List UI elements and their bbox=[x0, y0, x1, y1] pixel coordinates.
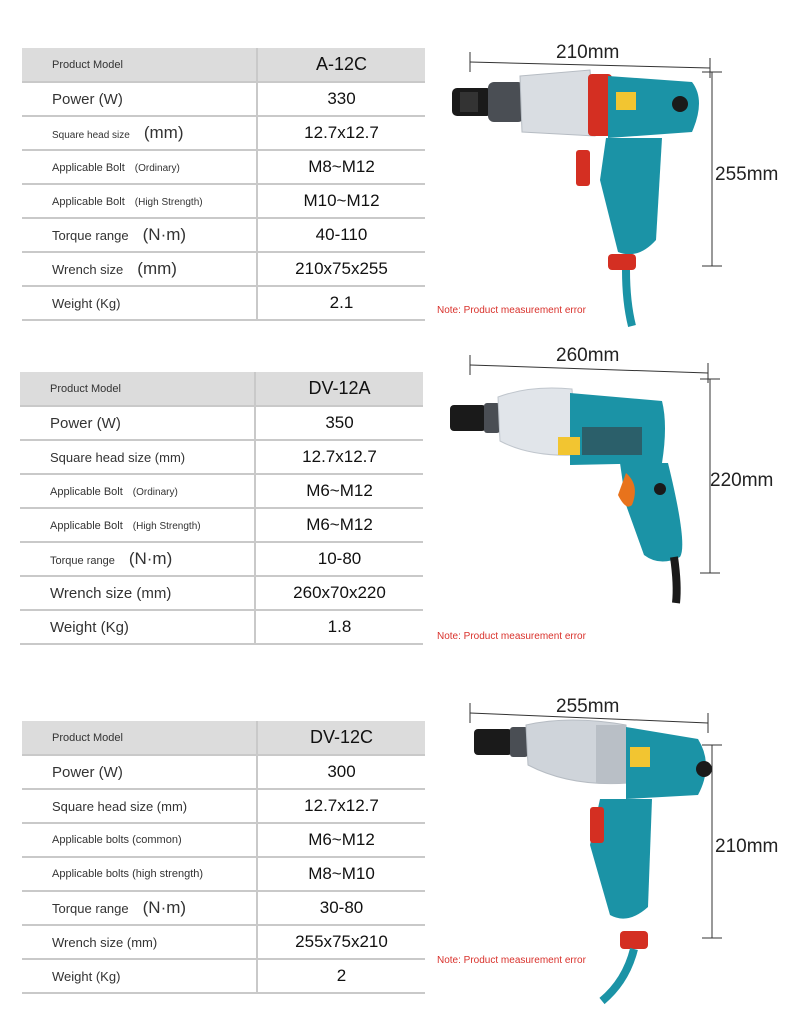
model-value: A-12C bbox=[257, 48, 425, 82]
torque-label bbox=[20, 542, 255, 576]
bolt-high-strength-note: (High Strength) bbox=[134, 197, 203, 208]
wrench-size-label: Wrench size (mm) bbox=[20, 576, 255, 610]
square-head-label: Square head size (mm) bbox=[22, 789, 257, 823]
torque-label bbox=[22, 891, 257, 925]
bolt-ordinary-label-text: Applicable Bolt bbox=[52, 162, 125, 174]
wrench-size-label: Wrench size (mm) bbox=[22, 925, 257, 959]
table-row bbox=[20, 542, 423, 576]
table-row bbox=[22, 218, 425, 252]
model-label: Product Model bbox=[22, 721, 257, 755]
power-value: 350 bbox=[255, 406, 423, 440]
table-row bbox=[22, 823, 425, 857]
spec-table-dv12a bbox=[20, 372, 423, 645]
weight-value: 2 bbox=[257, 959, 425, 993]
bolt-high-strength-value: M8~M10 bbox=[257, 857, 425, 891]
bolt-common-label: Applicable bolts (common) bbox=[22, 823, 257, 857]
table-row bbox=[22, 789, 425, 823]
width-dimension: 255mm bbox=[556, 696, 620, 717]
model-value: DV-12A bbox=[255, 372, 423, 406]
bolt-ordinary-label bbox=[20, 474, 255, 508]
width-dimension: 210mm bbox=[556, 42, 620, 63]
power-label: Power (W) bbox=[22, 82, 257, 116]
square-head-label: Square head size (mm) bbox=[20, 440, 255, 474]
table-row bbox=[22, 150, 425, 184]
spec-table-a12c bbox=[22, 48, 425, 321]
weight-label: Weight (Kg) bbox=[22, 286, 257, 320]
square-head-value: 12.7x12.7 bbox=[255, 440, 423, 474]
table-row bbox=[20, 474, 423, 508]
wrench-size-value: 255x75x210 bbox=[257, 925, 425, 959]
spec-table-dv12c bbox=[22, 721, 425, 994]
wrench-size-value: 210x75x255 bbox=[257, 252, 425, 286]
weight-value: 1.8 bbox=[255, 610, 423, 644]
table-row bbox=[22, 286, 425, 320]
torque-value: 10-80 bbox=[255, 542, 423, 576]
table-row bbox=[20, 440, 423, 474]
model-value: DV-12C bbox=[257, 721, 425, 755]
wrench-size-label-text: Wrench size bbox=[52, 262, 124, 277]
weight-value: 2.1 bbox=[257, 286, 425, 320]
table-row bbox=[22, 925, 425, 959]
wrench-size-unit: (mm) bbox=[137, 259, 177, 278]
model-label: Product Model bbox=[20, 372, 255, 406]
power-value: 300 bbox=[257, 755, 425, 789]
torque-value: 30-80 bbox=[257, 891, 425, 925]
impact-wrench-icon bbox=[452, 70, 699, 326]
table-row bbox=[22, 116, 425, 150]
table-row bbox=[22, 755, 425, 789]
table-row bbox=[20, 610, 423, 644]
table-row bbox=[22, 82, 425, 116]
torque-unit: (N·m) bbox=[128, 549, 173, 568]
height-dimension: 210mm bbox=[715, 836, 779, 857]
bolt-ordinary-note: (Ordinary) bbox=[132, 487, 178, 498]
square-head-unit: (mm) bbox=[143, 123, 184, 142]
weight-label: Weight (Kg) bbox=[20, 610, 255, 644]
square-head-value: 12.7x12.7 bbox=[257, 116, 425, 150]
table-row bbox=[20, 576, 423, 610]
bolt-high-strength-label bbox=[22, 184, 257, 218]
width-dimension: 260mm bbox=[556, 345, 620, 366]
table-row bbox=[22, 891, 425, 925]
table-row bbox=[22, 721, 425, 755]
measurement-note: Note: Product measurement error bbox=[437, 631, 586, 642]
table-row bbox=[22, 857, 425, 891]
power-label: Power (W) bbox=[22, 755, 257, 789]
torque-unit: (N·m) bbox=[142, 898, 187, 917]
power-value: 330 bbox=[257, 82, 425, 116]
weight-label: Weight (Kg) bbox=[22, 959, 257, 993]
bolt-high-strength-label: Applicable bolts (high strength) bbox=[22, 857, 257, 891]
measurement-note: Note: Product measurement error bbox=[437, 305, 586, 316]
bolt-high-strength-value: M10~M12 bbox=[257, 184, 425, 218]
torque-label-text: Torque range bbox=[50, 555, 115, 567]
bolt-high-strength-label-text: Applicable Bolt bbox=[50, 520, 123, 532]
table-row bbox=[20, 372, 423, 406]
table-row bbox=[20, 406, 423, 440]
table-row bbox=[22, 184, 425, 218]
table-row bbox=[22, 252, 425, 286]
torque-value: 40-110 bbox=[257, 218, 425, 252]
table-row bbox=[20, 508, 423, 542]
bolt-ordinary-value: M6~M12 bbox=[255, 474, 423, 508]
bolt-common-value: M6~M12 bbox=[257, 823, 425, 857]
torque-label-text: Torque range bbox=[52, 228, 129, 243]
square-head-label bbox=[22, 116, 257, 150]
bolt-high-strength-label-text: Applicable Bolt bbox=[52, 196, 125, 208]
dimension-diagram-a12c bbox=[430, 40, 790, 340]
bolt-high-strength-label bbox=[20, 508, 255, 542]
torque-unit: (N·m) bbox=[142, 225, 187, 244]
bolt-high-strength-value: M6~M12 bbox=[255, 508, 423, 542]
impact-wrench-icon bbox=[450, 388, 682, 603]
torque-label bbox=[22, 218, 257, 252]
table-row bbox=[22, 959, 425, 993]
bolt-ordinary-note: (Ordinary) bbox=[134, 163, 180, 174]
height-dimension: 255mm bbox=[715, 164, 779, 185]
bolt-ordinary-label bbox=[22, 150, 257, 184]
wrench-size-value: 260x70x220 bbox=[255, 576, 423, 610]
model-label: Product Model bbox=[22, 48, 257, 82]
height-dimension: 220mm bbox=[710, 470, 774, 491]
bolt-ordinary-label-text: Applicable Bolt bbox=[50, 486, 123, 498]
bolt-ordinary-value: M8~M12 bbox=[257, 150, 425, 184]
power-label: Power (W) bbox=[20, 406, 255, 440]
bolt-high-strength-note: (High Strength) bbox=[132, 521, 201, 532]
wrench-size-label bbox=[22, 252, 257, 286]
square-head-value: 12.7x12.7 bbox=[257, 789, 425, 823]
table-row bbox=[22, 48, 425, 82]
square-head-label-text: Square head size bbox=[52, 130, 130, 141]
torque-label-text: Torque range bbox=[52, 901, 129, 916]
measurement-note: Note: Product measurement error bbox=[437, 955, 586, 966]
